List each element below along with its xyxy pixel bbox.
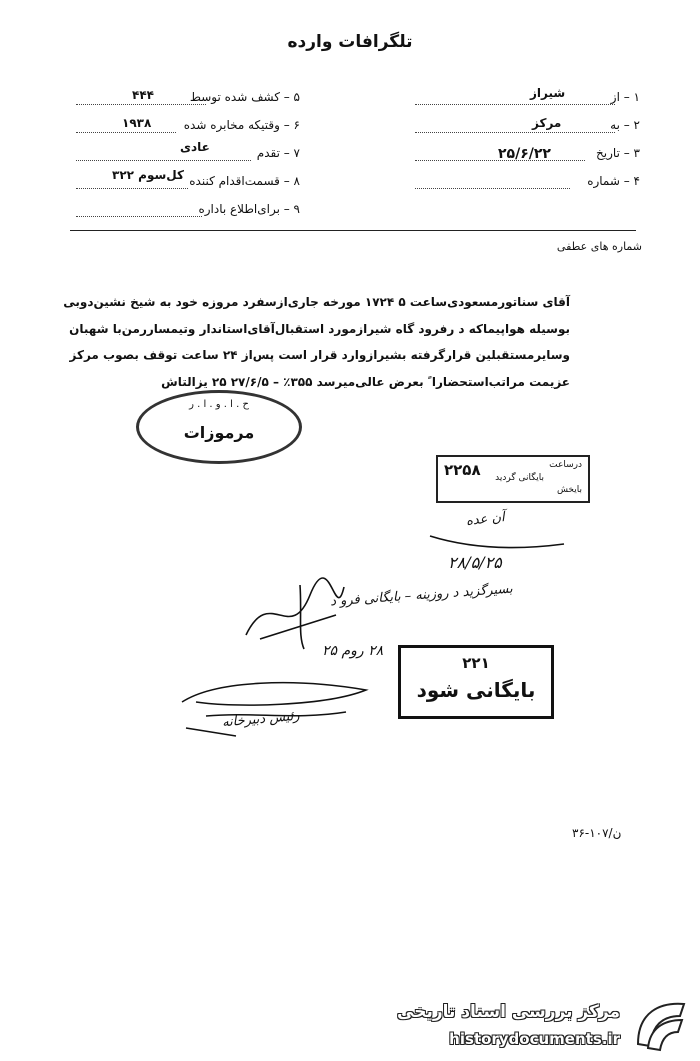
field-action-unit-line [76,188,188,189]
field-info-line [76,216,202,217]
body-line-3: وسایرمستقبلین قرارگرفته بشیرازوارد قرار است پس‌از ۲۴ ساعت توقف بصوب مرکز [69,348,570,362]
classified-oval-stamp [136,390,302,464]
handwritten-date-1: ۲۸/۵/۲۵ [448,553,502,572]
handwritten-note-1: آن عده [465,510,506,529]
archive-time-stamp [436,455,590,503]
stamp-rect-number: ۲۲۵۸ [444,461,481,479]
field-priority-label: ۷ – تقدم [256,146,300,160]
oval-stamp-top-text: ح . ا . و . ا . ر [189,399,249,410]
body-line-2: بوسیله هواپیماکه د رفرود گاه شیرازمورد استقبال‌آقای‌استاندار وتیمسار‌رمن‌با شهبان [69,322,570,336]
field-action-unit-value: کل‌سوم ۳۲۲ [112,168,184,182]
handwritten-underline [428,530,568,554]
field-sent-time-line [76,132,176,133]
stamp-rect-line2: بایگانی گردید [495,473,544,483]
field-to-value: مرکز [532,116,562,130]
body-line-4: عزیمت مراتب‌استحضارا ً بعرض عالی‌میرسد ۳۵۵٪ – ۲۷/۶/۵ ۲۵ یزالتاش [161,375,570,389]
field-sent-time-value: ۱۹۳۸ [122,116,152,130]
stamp-rect-line1: درساعت [549,460,582,470]
field-date-value: ۲۵/۶/۲۲ [498,146,551,162]
field-from-line [415,104,615,105]
archive-box-stamp [398,645,554,719]
field-to-line [415,132,615,133]
field-number-line [415,188,570,189]
field-number-label: ۴ – شماره [587,174,640,188]
watermark-url: historydocuments.ir [449,1030,620,1048]
field-action-unit-label: ۸ – قسمت‌اقدام کننده [189,174,300,188]
handwritten-date-2: ۲۸ روم ۲۵ [322,643,384,659]
header-divider [70,230,636,231]
field-date-label: ۳ – تاریخ [596,146,640,160]
field-from-value: شیراز [530,86,566,100]
box-stamp-number: ۲۲۱ [462,654,490,672]
handwritten-note-2: بسیرگزید د روزینه – بایگانی فرو د [329,581,514,610]
field-info-label: ۹ – برای‌اطلاع باداره [198,202,300,216]
field-sent-time-label: ۶ – وقتیکه مخابره شده [183,118,300,132]
field-decoded-by-label: ۵ – کشف شده توسط [189,90,300,104]
document-reference-number: ۳۶-۱۰۷/ن [572,826,622,840]
field-decoded-by-value: ۴۴۴ [132,88,154,102]
document-title: تلگرافات وارده [287,32,413,52]
box-stamp-text: بایگانی شود [416,678,536,702]
stamp-rect-line3: بایخش [556,485,582,495]
field-priority-line [76,160,251,161]
field-priority-value: عادی [180,140,210,154]
field-to-label: ۲ – به [610,118,640,132]
oval-stamp-main-text: مرموزات [183,423,255,442]
signature-1 [240,575,350,655]
field-from-label: ۱ – از [610,90,640,104]
archive-logo-icon [630,996,692,1056]
field-decoded-by-line [76,104,206,105]
watermark-title: مرکز بررسی اسناد تاریخی [397,1002,620,1022]
handwritten-note-3: رئیس دبیرخانه [221,708,301,731]
reference-numbers-label: شماره های عطفی [556,240,642,253]
body-line-1: آقای سناتورمسعودی‌ساعت ۵ ۱۷۲۴ مورخه جاری‌ازسفرد مروزه خود به شیخ نشین‌دوبی [63,295,570,309]
signature-2 [176,672,376,742]
